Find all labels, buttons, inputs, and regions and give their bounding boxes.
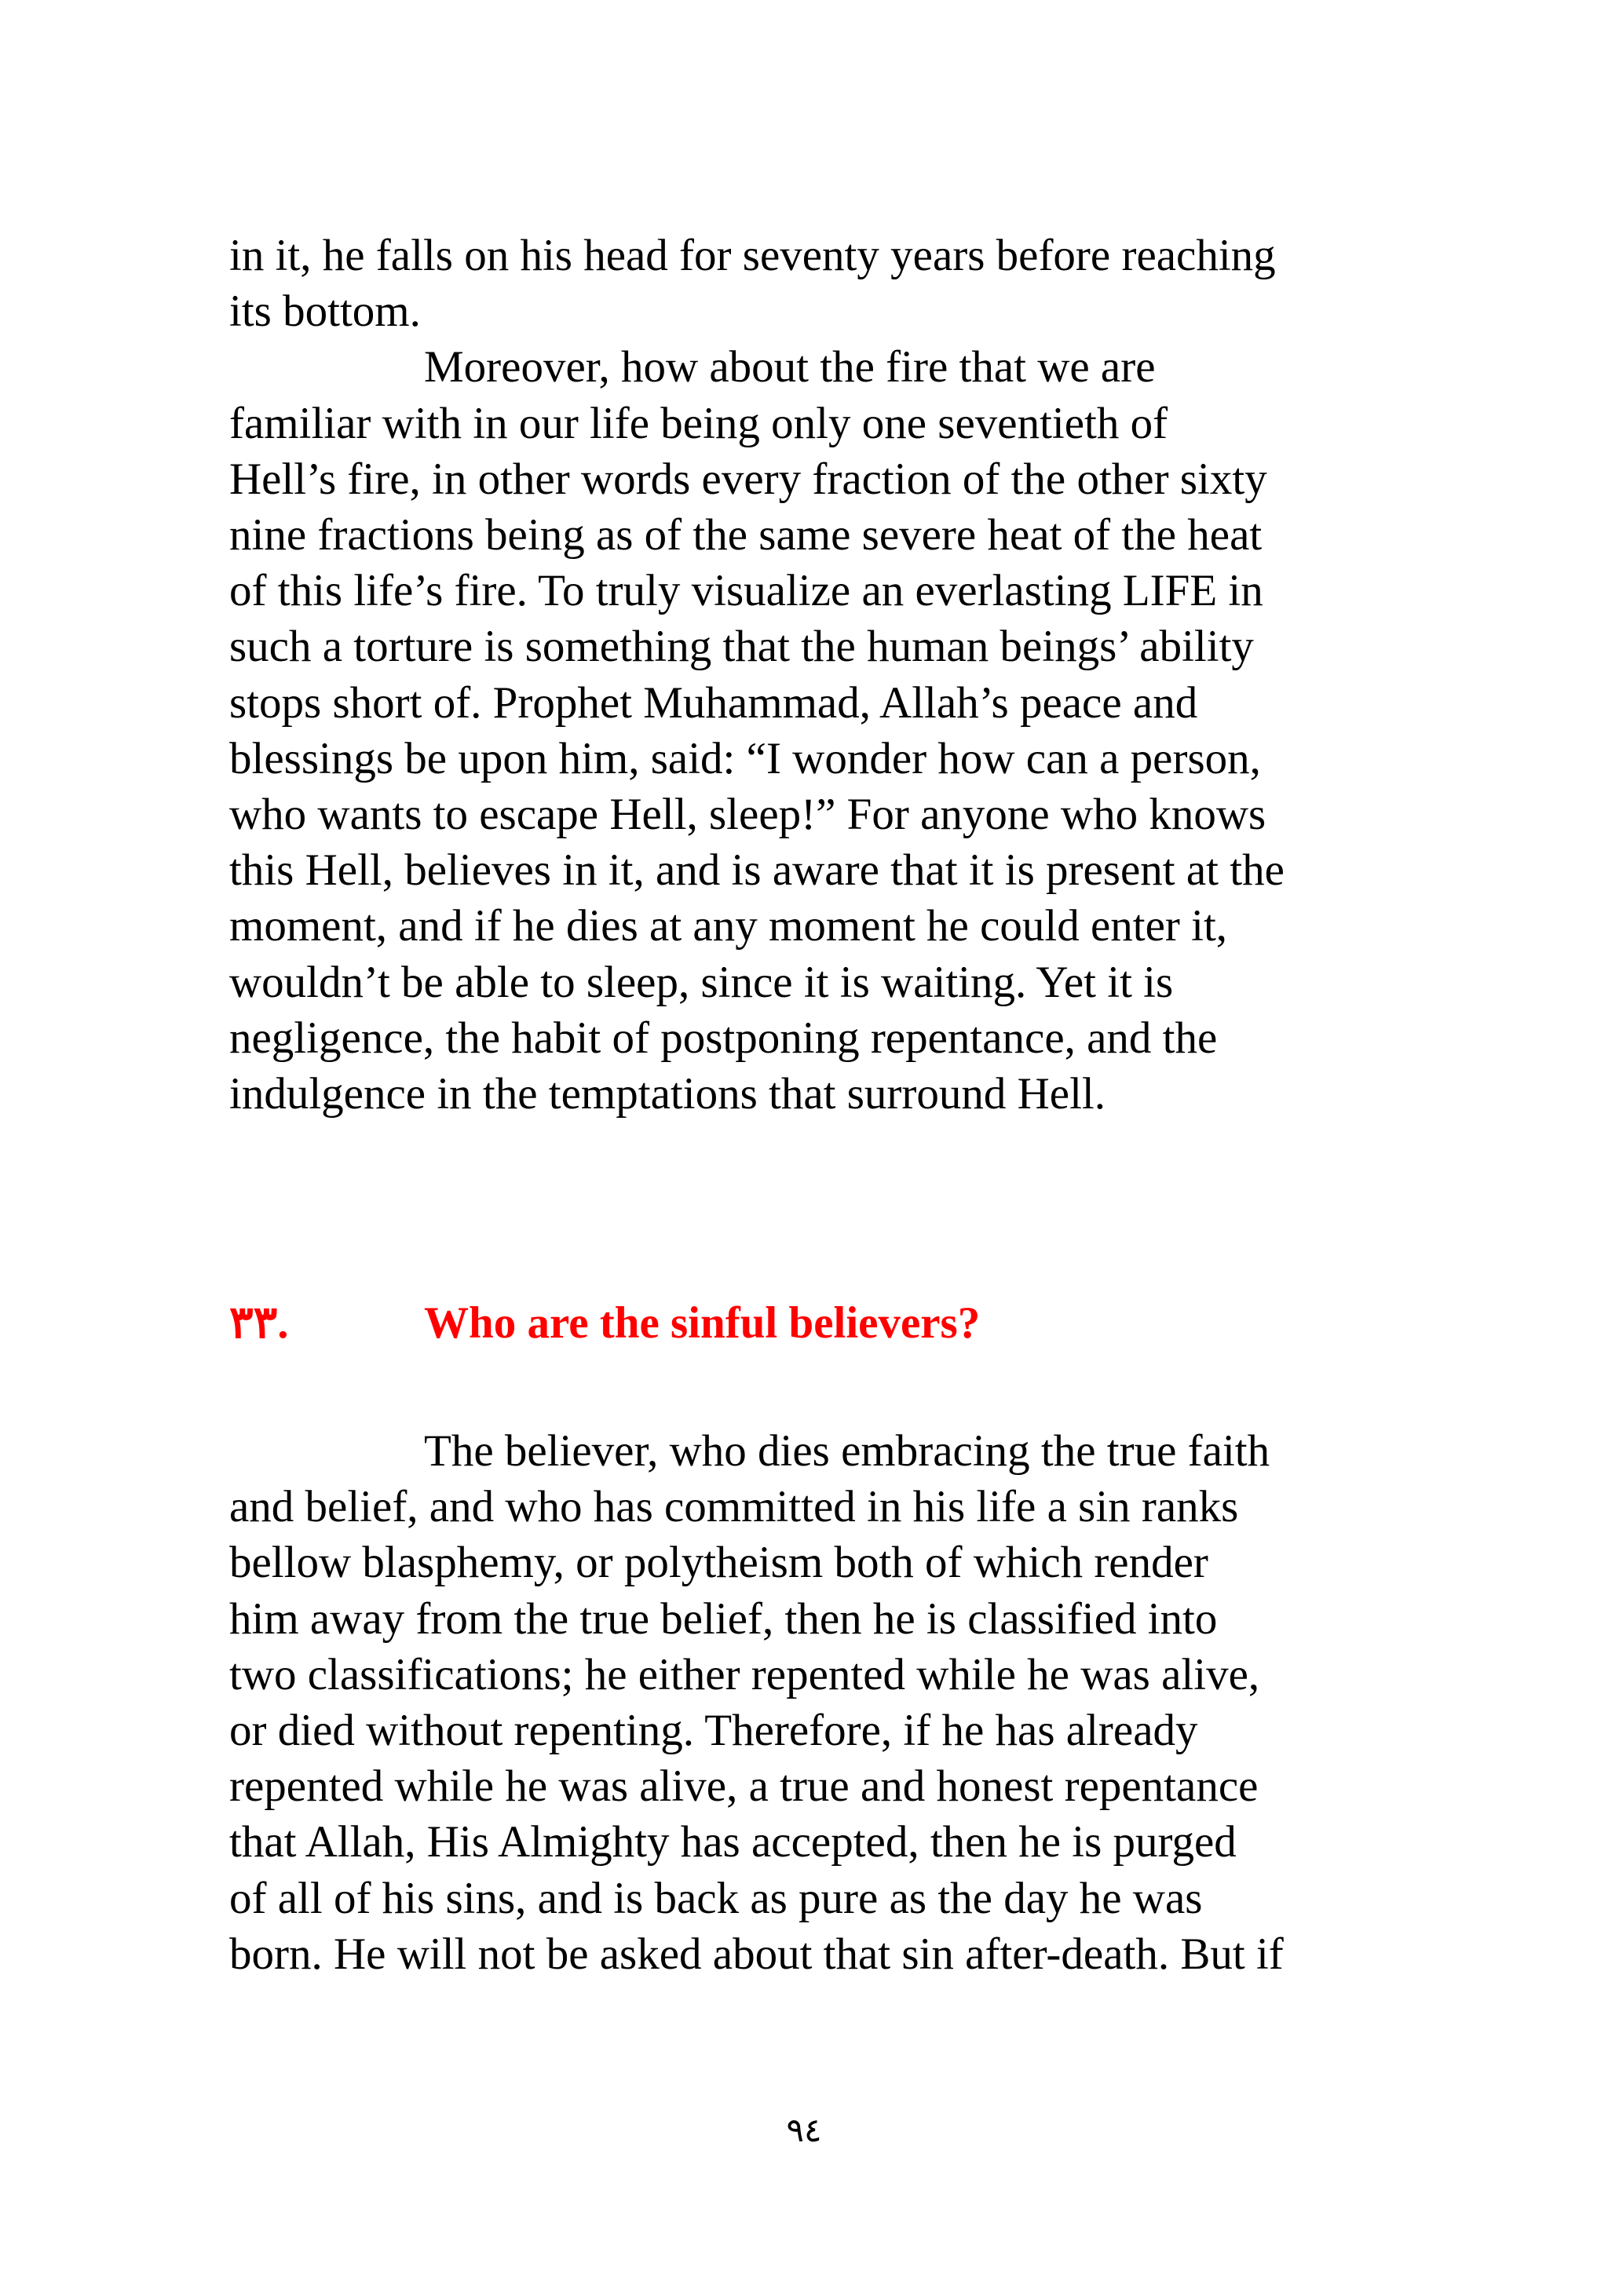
text-line: its bottom. <box>229 287 421 337</box>
text-line: blessings be upon him, said: “I wonder how can a person, <box>229 733 1261 783</box>
text-line: wouldn’t be able to sleep, since it is waiting. Yet it is <box>229 957 1174 1007</box>
text-line: that Allah, His Almighty has accepted, then he is purged <box>229 1817 1237 1867</box>
text-line: familiar with in our life being only one seventieth of <box>229 398 1168 448</box>
text-line: indulgence in the temptations that surround Hell. <box>229 1069 1106 1119</box>
text-line: stops short of. Prophet Muhammad, Allah’s peace and <box>229 677 1198 728</box>
body-text-bottom <box>229 1423 1383 1982</box>
text-line: in it, he falls on his head for seventy years before reaching <box>229 231 1276 280</box>
section-title: Who are the sinful believers? <box>424 1298 981 1348</box>
text-line: who wants to escape Hell, sleep!” For anyone who knows <box>229 790 1266 840</box>
text-line: repented while he was alive, a true and honest repentance <box>229 1761 1259 1812</box>
text-line: bellow blasphemy, or polytheism both of which render <box>229 1538 1208 1588</box>
text-line: two classifications; he either repented while he was alive, <box>229 1649 1260 1699</box>
text-line: or died without repenting. Therefore, if he has already <box>229 1706 1198 1756</box>
text-line: of all of his sins, and is back as pure as the day he was <box>229 1873 1203 1923</box>
paragraph-first-line: Moreover, how about the fire that we are <box>424 342 1156 392</box>
text-line: this Hell, believes in it, and is aware that it is present at the <box>229 845 1285 896</box>
body-text-top <box>229 228 1383 1122</box>
text-line: and belief, and who has committed in his life a sin ranks <box>229 1482 1239 1532</box>
text-line: born. He will not be asked about that sin after-death. But if <box>229 1929 1284 1979</box>
text-line: him away from the true belief, then he is classified into <box>229 1593 1218 1644</box>
text-line: of this life’s fire. To truly visualize an everlasting LIFE in <box>229 566 1263 616</box>
text-line: moment, and if he dies at any moment he could enter it, <box>229 901 1228 951</box>
section-number: ٣٣. <box>229 1298 289 1348</box>
page-number: ٩٤ <box>786 2113 822 2149</box>
text-line: negligence, the habit of postponing repentance, and the <box>229 1013 1218 1063</box>
text-line: Hell’s fire, in other words every fraction of the other sixty <box>229 454 1267 504</box>
text-line: such a torture is something that the human beings’ ability <box>229 622 1254 672</box>
paragraph-first-line: The believer, who dies embracing the true faith <box>424 1426 1270 1476</box>
text-line: nine fractions being as of the same severe heat of the heat <box>229 510 1263 560</box>
